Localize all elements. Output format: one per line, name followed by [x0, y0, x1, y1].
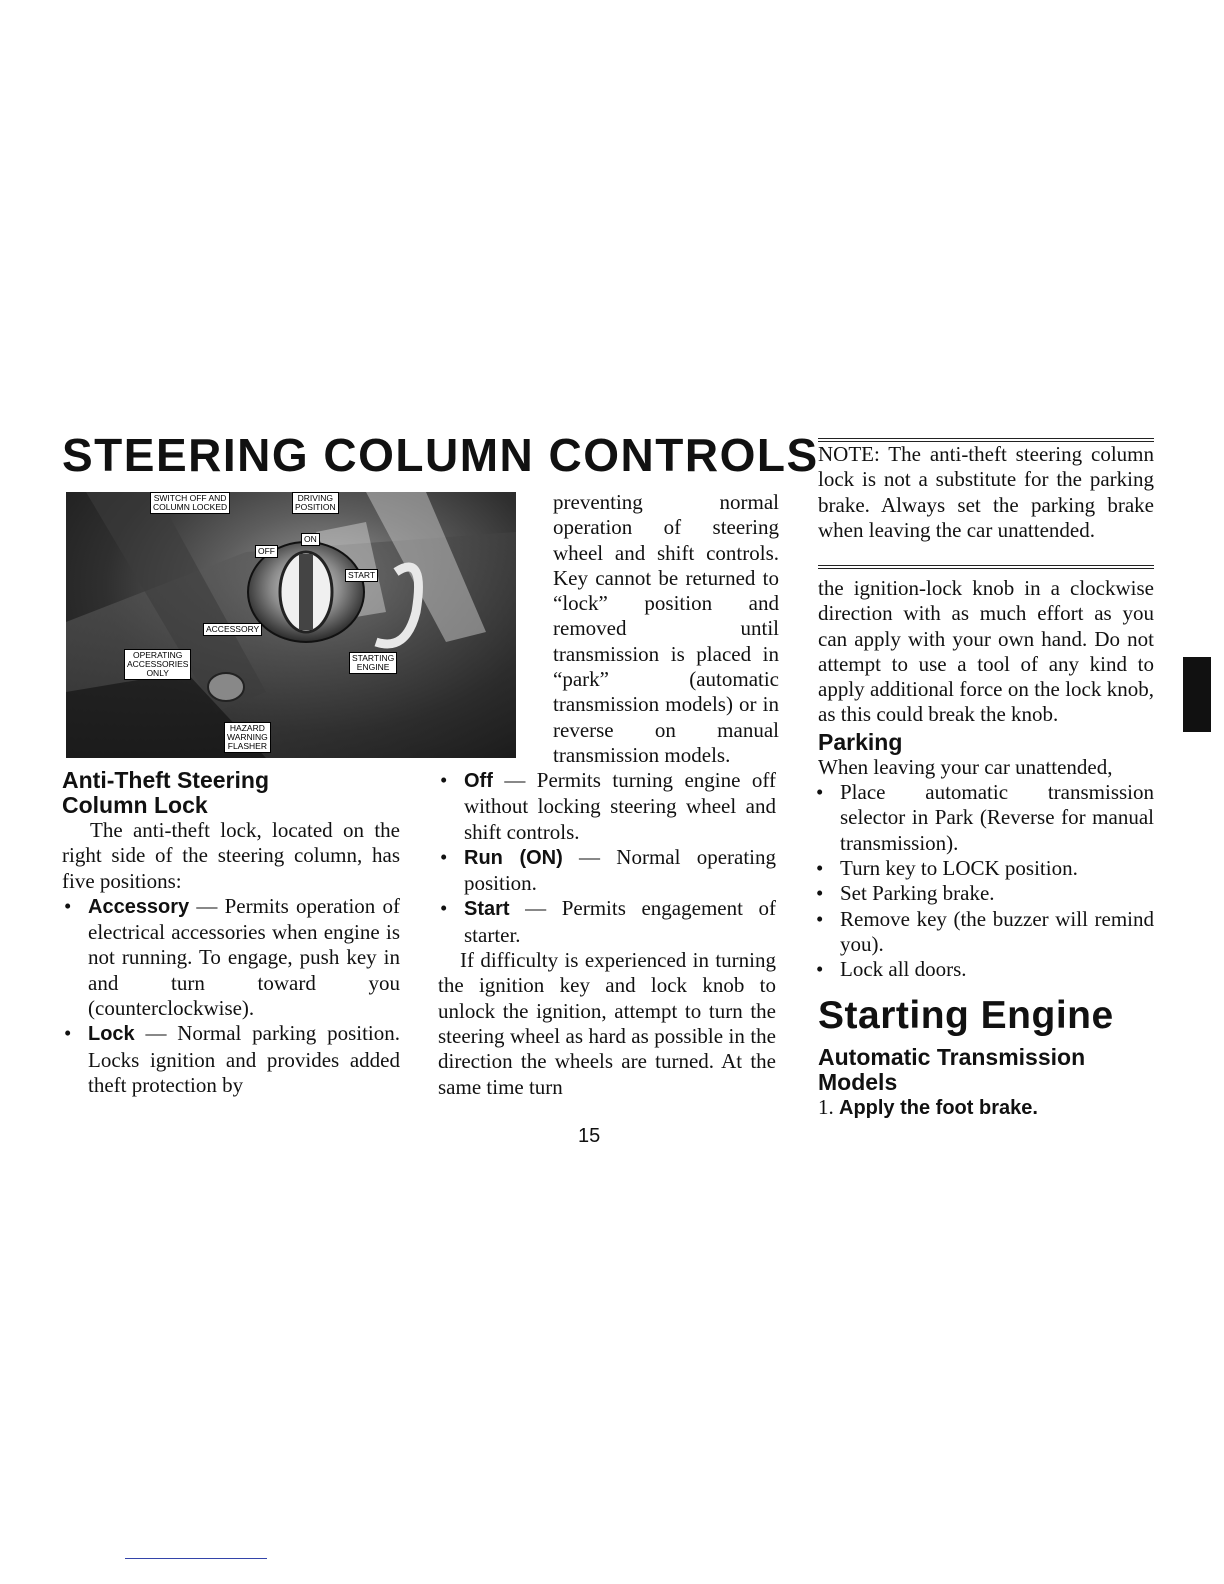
callout-starting-engine: STARTING ENGINE [349, 652, 397, 674]
step-1: 1. Apply the foot brake. [818, 1095, 1038, 1120]
heading-line-2: Column Lock [62, 792, 208, 818]
section-heading-parking: Parking [818, 728, 903, 755]
parking-steps-list [816, 780, 1154, 982]
lock-positions-list [64, 893, 400, 1098]
steering-column-photo [66, 492, 516, 758]
list-item: • Set Parking brake. [816, 881, 995, 906]
callout-off: OFF [255, 545, 278, 558]
page-number: 15 [578, 1125, 601, 1147]
section-title-starting-engine: Starting Engine [818, 994, 1114, 1038]
continued-paragraph-col3: the ignition-lock knob in a clockwise direction with as much effort as you can apply with your own hand. Do not attempt to use a tool of any kind to apply additional force on the lock knob, as this could break the knob. [818, 576, 1154, 727]
footer-rule [125, 1558, 267, 1559]
heading-line-1: Anti-Theft Steering [62, 767, 269, 793]
list-item: • Run (ON) — Normal operating position. [440, 844, 776, 896]
callout-switch-off-column-locked: SWITCH OFF AND COLUMN LOCKED [150, 492, 230, 514]
callout-driving-position: DRIVING POSITION [292, 492, 339, 514]
note-box [818, 442, 1154, 543]
continued-paragraph: preventing normal operation of steering wheel and shift controls. Key cannot be returned to “lock” position and removed until transmission is placed in “park” (automatic transmission models) or in reverse on manual transmission models. [553, 490, 779, 767]
list-item: • Lock all doors. [816, 957, 967, 982]
note-rule-top [818, 438, 1154, 439]
page-title: STEERING COLUMN CONTROLS [62, 429, 819, 481]
note-text: NOTE: The anti-theft steering column lock is not a substitute for the parking brake. Always set the parking brake when leaving the car unattended. [818, 442, 1154, 542]
column-3 [818, 576, 1154, 1122]
intro-paragraph: The anti-theft lock, located on the right side of the steering column, has five positions: [62, 818, 400, 893]
list-item: • Turn key to LOCK position. [816, 855, 1078, 880]
list-item: • Place automatic transmission selector in Park (Reverse for manual transmission). [816, 780, 1154, 855]
difficulty-paragraph: If difficulty is experienced in turning the ignition key and lock knob to unlock the ignition, attempt to turn the steering wheel as hard as possible in the direction the wheels are turned. At the same time turn [438, 948, 776, 1099]
column-2 [438, 768, 776, 1100]
list-item: • Lock — Normal parking position. Locks ignition and provides added theft protection by [64, 1021, 400, 1097]
callout-operating-accessories-only: OPERATING ACCESSORIES ONLY [124, 649, 191, 680]
column-2-continued [553, 490, 779, 768]
list-item: • Off — Permits turning engine off without locking steering wheel and shift controls. [440, 768, 776, 844]
list-item: • Accessory — Permits operation of electrical accessories when engine is not running. To engage, push key in and turn toward you (counterclockwise). [64, 893, 400, 1021]
callout-accessory: ACCESSORY [203, 623, 262, 636]
note-rule-bottom [818, 565, 1154, 566]
subsection-heading-automatic: Automatic Transmission Models [818, 1044, 1086, 1096]
section-heading-anti-theft [62, 768, 400, 818]
lock-positions-list-continued [440, 768, 776, 948]
callout-start: START [345, 569, 378, 582]
note-rule-bottom-inner [818, 568, 1154, 569]
callout-hazard-warning-flasher: HAZARD WARNING FLASHER [224, 722, 271, 753]
parking-intro: When leaving your car unattended, [818, 754, 1113, 779]
steering-column-illustration [66, 492, 516, 758]
section-tab-marker [1183, 657, 1211, 732]
column-1 [62, 768, 400, 1098]
list-item: • Remove key (the buzzer will remind you). [816, 906, 1154, 956]
callout-on: ON [301, 533, 320, 546]
list-item: • Start — Permits engagement of starter. [440, 896, 776, 947]
